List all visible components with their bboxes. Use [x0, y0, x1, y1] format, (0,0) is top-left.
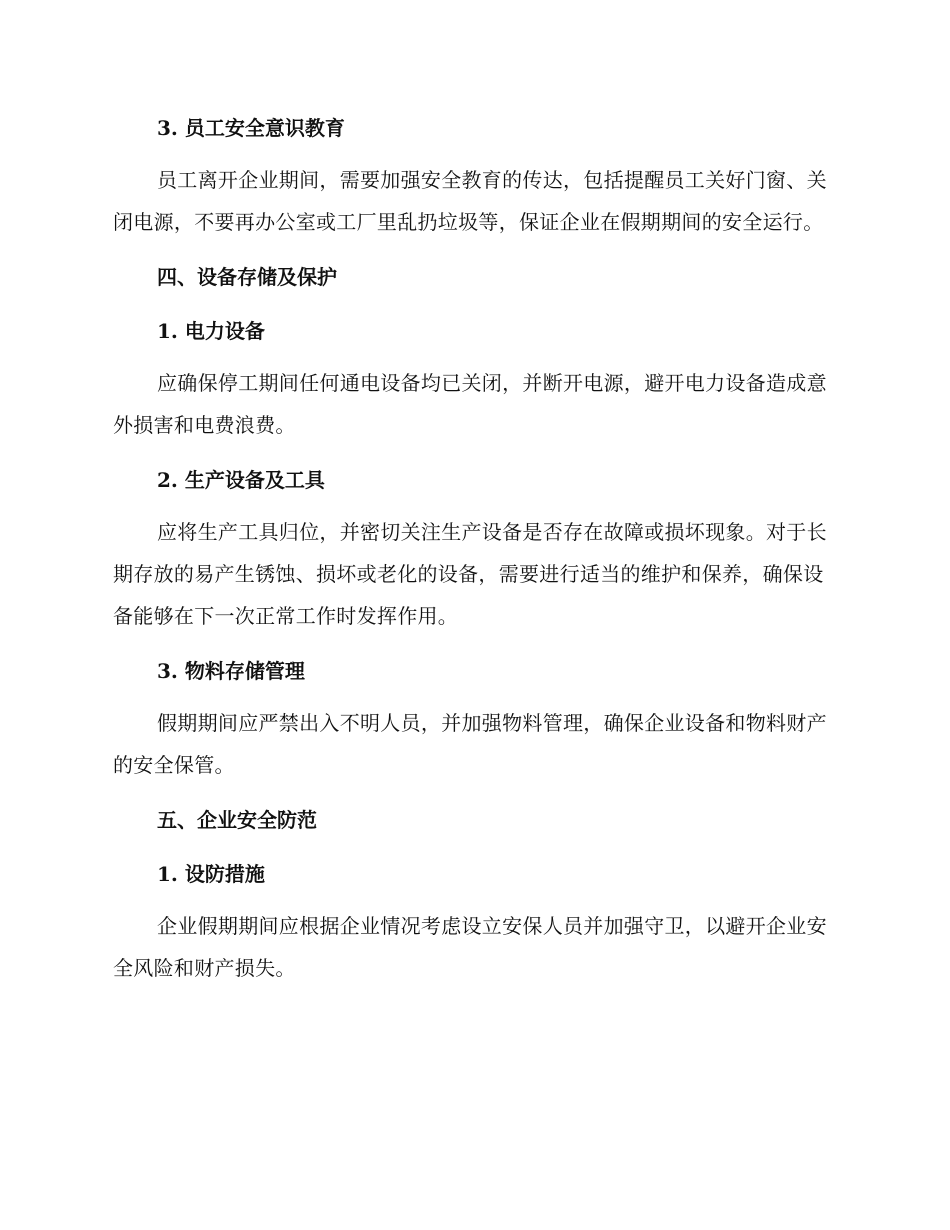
- heading-enterprise-security: 五、企业安全防范: [157, 808, 317, 832]
- spacer: [113, 446, 833, 460]
- paragraph-material-storage-management: 假期期间应严禁出入不明人员，并加强物料管理，确保企业设备和物料财产的安全保管。: [113, 711, 827, 777]
- spacer: [113, 894, 833, 905]
- paragraph-defense-measures: 企业假期期间应根据企业情况考虑设立安保人员并加强守卫，以避开企业安全风险和财产损失。: [113, 914, 827, 980]
- paragraph-production-equipment-tools: 应将生产工具归位，并密切关注生产设备是否存在故障或损坏现象。对于长期存放的易产生锈蚀、损坏或老化的设备，需要进行适当的维护和保养，确保设备能够在下一次正常工作时发挥作用。: [113, 520, 827, 628]
- document-body: [113, 108, 833, 989]
- heading-production-equipment-tools: 2. 生产设备及工具: [157, 468, 325, 492]
- spacer: [113, 840, 833, 854]
- heading-material-storage-management: 3. 物料存储管理: [157, 659, 305, 683]
- paragraph-electrical-equipment: 应确保停工期间任何通电设备均已关闭，并断开电源，避开电力设备造成意外损害和电费浪费。: [113, 371, 827, 437]
- heading-electrical-equipment: 1. 电力设备: [157, 319, 265, 343]
- spacer: [113, 243, 833, 257]
- spacer: [113, 297, 833, 311]
- spacer: [113, 351, 833, 362]
- spacer: [113, 637, 833, 651]
- spacer: [113, 148, 833, 159]
- spacer: [113, 691, 833, 702]
- paragraph-employee-safety-education: 员工离开企业期间，需要加强安全教育的传达，包括提醒员工关好门窗、关闭电源，不要再办公室或工厂里乱扔垃圾等，保证企业在假期期间的安全运行。: [113, 168, 827, 234]
- spacer: [113, 500, 833, 511]
- spacer: [113, 786, 833, 800]
- heading-defense-measures: 1. 设防措施: [157, 862, 265, 886]
- heading-employee-safety-education: 3. 员工安全意识教育: [157, 116, 345, 140]
- heading-equipment-storage-protection: 四、设备存储及保护: [157, 265, 337, 289]
